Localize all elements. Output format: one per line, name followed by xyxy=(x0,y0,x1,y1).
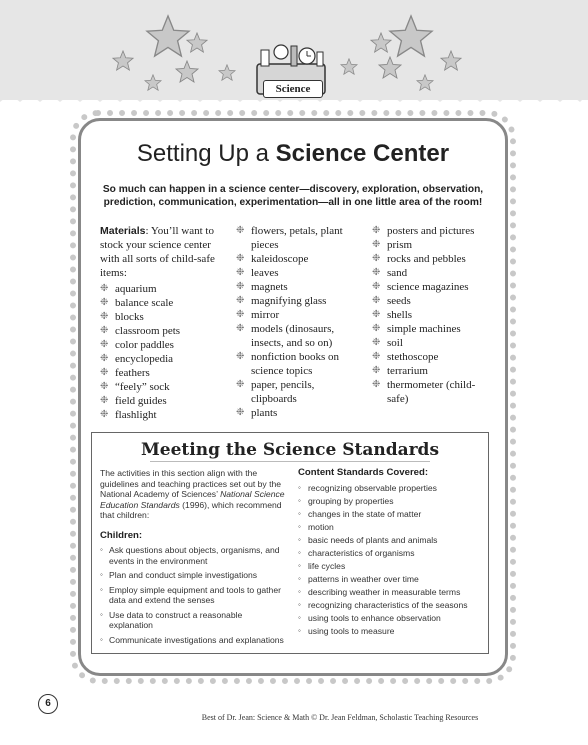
bullet-icon: ❉ xyxy=(236,253,245,264)
bullet-icon: ❉ xyxy=(100,297,109,308)
list-item: ❉ leaves xyxy=(236,267,279,279)
star-icon xyxy=(112,50,134,71)
list-item: ◦ patterns in weather over time xyxy=(298,574,488,587)
bullet-icon: ❉ xyxy=(100,395,109,406)
star-icon xyxy=(378,56,402,79)
bullet-icon: ❉ xyxy=(100,381,109,392)
bullet-icon: ❉ xyxy=(372,365,381,376)
list-item: ❉ posters and pictures xyxy=(372,225,475,237)
bullet-icon: ❉ xyxy=(372,295,381,306)
list-item: ❉ color paddles xyxy=(100,339,174,351)
list-item: ❉ kaleidoscope xyxy=(236,253,309,265)
materials-column-3 xyxy=(372,224,492,406)
list-item: ◦ basic needs of plants and animals xyxy=(298,535,488,548)
list-item: ◦ using tools to enhance observation xyxy=(298,613,488,626)
section-badge: Science xyxy=(263,80,323,98)
list-item: ❉ classroom pets xyxy=(100,325,181,337)
list-item: ❉ shells xyxy=(372,309,413,321)
list-item: ◦ Use data to construct a reasonable explanation xyxy=(100,610,285,631)
page-number: 6 xyxy=(38,694,58,714)
star-icon xyxy=(416,74,434,91)
bullet-icon: ❉ xyxy=(372,379,381,390)
list-item: ❉ terrarium xyxy=(372,365,428,377)
bullet-icon: ❉ xyxy=(372,351,381,362)
list-item: ◦ Ask questions about objects, organisms, and events in the environment xyxy=(100,545,285,566)
star-icon xyxy=(218,64,236,81)
list-item: ◦ describing weather in measurable terms xyxy=(298,587,488,600)
star-icon xyxy=(144,74,162,91)
bullet-icon: ❉ xyxy=(372,337,381,348)
bullet-icon: ❉ xyxy=(372,309,381,320)
bullet-icon: ❉ xyxy=(236,225,245,236)
page-title: Setting Up a Science Center xyxy=(136,140,450,167)
bullet-icon: ❉ xyxy=(100,311,109,322)
bullet-icon: ❉ xyxy=(372,281,381,292)
list-item: ◦ Communicate investigations and explanations xyxy=(100,635,285,646)
children-list xyxy=(100,545,285,645)
star-icon xyxy=(388,14,434,58)
standards-right xyxy=(298,468,488,639)
list-item: ❉ stethoscope xyxy=(372,351,439,363)
list-item: ◦ motion xyxy=(298,522,488,535)
list-item: ❉ seeds xyxy=(372,295,411,307)
bullet-icon: ❉ xyxy=(100,353,109,364)
bullet-icon: ❉ xyxy=(236,295,245,306)
list-item: ❉ “feely” sock xyxy=(100,381,170,393)
standards-left xyxy=(100,468,285,649)
intro-text: So much can happen in a science center—discovery, exploration, observation, prediction, communication, experimentation—all in one little area of the room! xyxy=(102,184,484,208)
star-icon xyxy=(340,58,358,75)
list-item: ❉ flashlight xyxy=(100,409,157,421)
materials-column-2 xyxy=(236,224,356,420)
list-item: ◦ Employ simple equipment and tools to gather data and extend the senses xyxy=(100,585,285,606)
bullet-icon: ❉ xyxy=(372,239,381,250)
list-item: ❉ models (dinosaurs, insects, and so on) xyxy=(236,323,335,349)
materials-list xyxy=(100,282,230,422)
list-item: ❉ blocks xyxy=(100,311,144,323)
star-icon xyxy=(370,32,392,53)
list-item: ❉ prism xyxy=(372,239,413,251)
list-item: ❉ simple machines xyxy=(372,323,461,335)
bullet-icon: ❉ xyxy=(236,323,245,334)
bullet-icon: ❉ xyxy=(372,323,381,334)
star-icon xyxy=(175,60,199,83)
bullet-icon: ❉ xyxy=(100,367,109,378)
list-item: ◦ Plan and conduct simple investigations xyxy=(100,570,285,581)
list-item: ❉ flowers, petals, plant pieces xyxy=(236,225,343,251)
bullet-icon: ❉ xyxy=(100,325,109,336)
list-item: ❉ mirror xyxy=(236,309,280,321)
list-item: ❉ field guides xyxy=(100,395,167,407)
materials-list xyxy=(236,224,356,420)
materials-lead: : You’ll want to stock your science center with all sorts of child-safe items: xyxy=(100,225,215,279)
list-item: ◦ using tools to measure xyxy=(298,626,488,639)
list-item: ❉ thermometer (child-safe) xyxy=(372,379,476,405)
divider xyxy=(150,461,430,462)
list-item: ❉ balance scale xyxy=(100,297,174,309)
bullet-icon: ❉ xyxy=(236,407,245,418)
materials-list xyxy=(372,224,492,406)
bullet-icon: ❉ xyxy=(236,379,245,390)
list-item: ◦ recognizing characteristics of the seasons xyxy=(298,600,488,613)
children-heading: Children: xyxy=(100,529,143,541)
list-item: ◦ grouping by properties xyxy=(298,496,488,509)
list-item: ❉ plants xyxy=(236,407,278,419)
list-item: ❉ magnets xyxy=(236,281,288,293)
list-item: ❉ sand xyxy=(372,267,408,279)
list-item: ❉ nonfiction books on science topics xyxy=(236,351,339,377)
list-item: ◦ characteristics of organisms xyxy=(298,548,488,561)
list-item: ❉ feathers xyxy=(100,367,150,379)
bullet-icon: ❉ xyxy=(372,267,381,278)
content-standards-list xyxy=(298,483,488,639)
bullet-icon: ❉ xyxy=(100,409,109,420)
bullet-icon: ❉ xyxy=(236,351,245,362)
list-item: ◦ life cycles xyxy=(298,561,488,574)
list-item: ❉ soil xyxy=(372,337,403,349)
bullet-icon: ❉ xyxy=(236,267,245,278)
bullet-icon: ❉ xyxy=(372,253,381,264)
list-item: ❉ paper, pencils, clipboards xyxy=(236,379,315,405)
standards-title: Meeting the Science Standards xyxy=(140,440,440,460)
list-item: ◦ recognizing observable properties xyxy=(298,483,488,496)
bullet-icon: ❉ xyxy=(236,309,245,320)
list-item: ❉ magnifying glass xyxy=(236,295,327,307)
star-icon xyxy=(440,50,462,71)
materials-column-1 xyxy=(100,224,230,422)
bullet-icon: ❉ xyxy=(100,339,109,350)
standards-intro: The activities in this section align with the guidelines and teaching practices set out by the National Academy of Sciences’ National Science Education Standards (1996), which recommend that children: xyxy=(100,468,285,520)
bullet-icon: ❉ xyxy=(372,225,381,236)
list-item: ❉ encyclopedia xyxy=(100,353,174,365)
footer-credit: Best of Dr. Jean: Science & Math © Dr. Jean Feldman, Scholastic Teaching Resources xyxy=(201,713,479,722)
materials-heading: Materials xyxy=(100,225,146,237)
star-icon xyxy=(186,32,208,53)
list-item: ❉ aquarium xyxy=(100,283,157,295)
bullet-icon: ❉ xyxy=(236,281,245,292)
list-item: ❉ rocks and pebbles xyxy=(372,253,466,265)
list-item: ◦ changes in the state of matter xyxy=(298,509,488,522)
list-item: ❉ science magazines xyxy=(372,281,469,293)
bullet-icon: ❉ xyxy=(100,283,109,294)
star-icon xyxy=(145,14,191,58)
content-standards-heading: Content Standards Covered: xyxy=(298,467,429,478)
